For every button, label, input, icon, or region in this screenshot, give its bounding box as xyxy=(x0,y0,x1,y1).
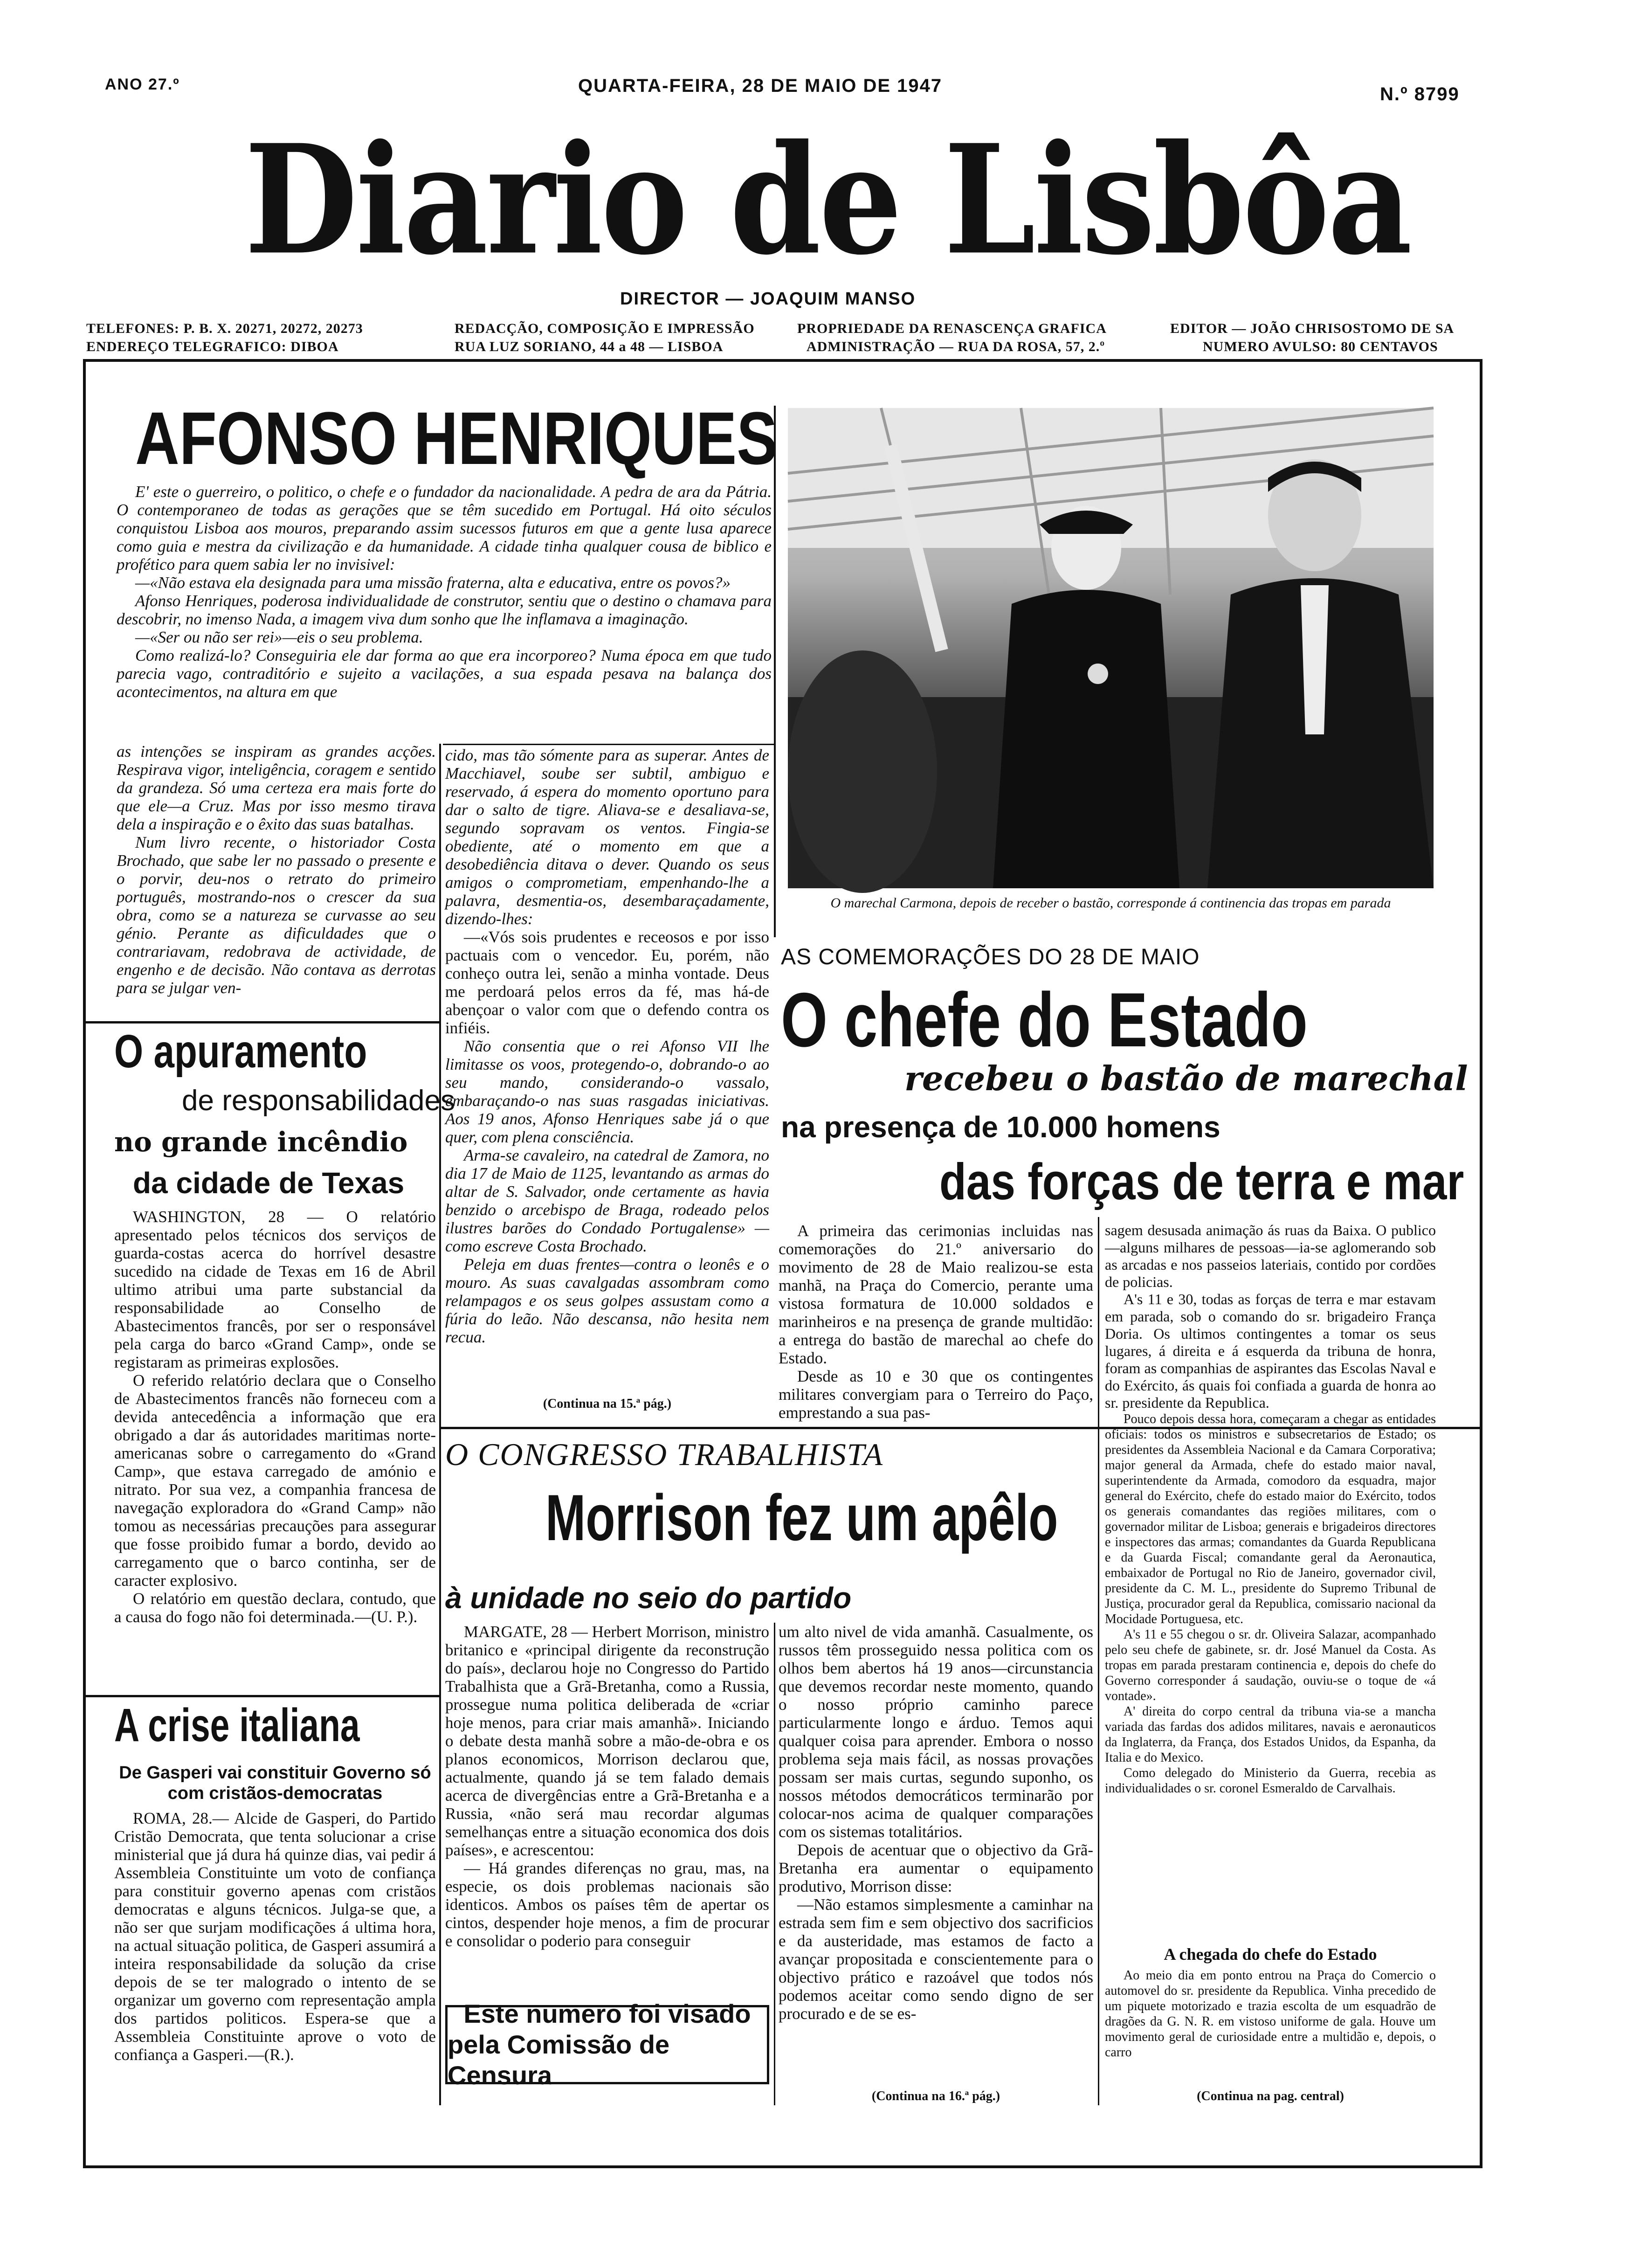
congresso-sub: à unidade no seio do partido xyxy=(445,1581,852,1615)
estado-col2-p2: A's 11 e 30, todas as forças de terra e mar estavam em parada, sob o comando do sr. brigadeiro França Doria. Os ultimos contingentes a tomar os seus lugares, á direita e á esquerda da tribuna de honra, foram as companhias de aspirantes das Escolas Naval e do Exército, ás quais foi confiada a guarda de honra ao sr. presidente da Republica. xyxy=(1105,1291,1436,1411)
estado-chegada-sub: A chegada do chefe do Estado xyxy=(1164,1945,1377,1964)
estado-col2 xyxy=(1105,1222,1436,1942)
endereco: ENDEREÇO TELEGRAFICO: DIBOA xyxy=(86,339,339,354)
column-rule xyxy=(774,406,776,937)
congresso-col2-p1: um alto nivel de vida amanhã. Casualmente, os russos têm prosseguido nessa politica com os olhos bem abertos há 19 anos—circunstancia que devemos recordar neste momento, quando o nosso próprio caminho parece particularmente longo e árduo. Temos aqui qualquer coisa para aprender. Embora o nosso problema seja mais fácil, as nossas provações possam ser mais curtas, segundo suponho, os nossos métodos democráticos terminarão por colocar-nos acima de qualquer comparações com os sistemas totalitários. xyxy=(779,1623,1093,1841)
director-line: DIRECTOR — JOAQUIM MANSO xyxy=(620,289,916,309)
administracao: ADMINISTRAÇÃO — RUA DA ROSA, 57, 2.º xyxy=(807,339,1105,354)
afonso-col1 xyxy=(117,742,436,1008)
crise-body xyxy=(114,1809,436,2108)
apuramento-h1: O apuramento xyxy=(114,1025,367,1078)
afonso-quote2: —«Ser ou não ser rei»—eis o seu problema. xyxy=(135,628,423,646)
propriedade: PROPRIEDADE DA RENASCENÇA GRAFICA xyxy=(797,321,1107,336)
congresso-continua: (Continua na 16.ª pág.) xyxy=(871,2089,1000,2103)
afonso-p2: Afonso Henriques, poderosa individualidade de construtor, sentiu que o destino o chamava para descobrir, no imenso Nada, a imagem viva dum sonho que lhe inflamava a imaginação. xyxy=(117,592,772,628)
apuramento-h4: da cidade de Texas xyxy=(133,1166,405,1200)
afonso-col2-p5: Peleja em duas frentes—contra o leonês e o mouro. As suas cavalgadas assombram como relampagos e os seus golpes assustam como a fúria do leão. Não descansa, não hesita nem recua. xyxy=(445,1255,769,1346)
newspaper-title: Diario de Lisbôa xyxy=(244,112,1411,289)
column-rule xyxy=(1098,1217,1099,2105)
apuramento-h2: de responsabilidades xyxy=(182,1085,455,1117)
apuramento-body xyxy=(114,1208,436,1693)
censura-line1: Este numero foi visado xyxy=(463,1999,751,2028)
telefones: TELEFONES: P. B. X. 20271, 20272, 20273 xyxy=(86,321,363,336)
afonso-headline: AFONSO HENRIQUES xyxy=(135,396,778,480)
photo-illustration xyxy=(788,408,1434,888)
congresso-col2-p2: Depois de acentuar que o objectivo da Grã-Bretanha era aumentar o equipamento produtivo, Morrison disse: xyxy=(779,1841,1093,1895)
afonso-col1-p1: as intenções se inspiram as grandes acções. Respirava vigor, inteligência, coragem e sentido da grandeza. Só uma certeza era mais forte do que ele—a Cruz. Mas por isso mesmo tirava dela a inspiração e o êxito das suas batalhas. xyxy=(117,742,436,833)
congresso-col2-p3: —Não estamos simplesmente a caminhar na estrada sem fim e sem objectivo dos sacrificios e da austeridade, mas estamos de facto a avançar propositada e conscientemente para o objectivo prático e razoável que todos nós podemos aceitar como sendo digno de ser procurado e de se es- xyxy=(779,1895,1093,2023)
estado-kicker: AS COMEMORAÇÕES DO 28 DE MAIO xyxy=(781,945,1200,969)
estado-col2-p6: Como delegado do Ministerio da Guerra, recebia as individualidades o sr. coronel Esmeraldo de Carvalhais. xyxy=(1105,1766,1436,1796)
apuramento-p1: WASHINGTON, 28 — O relatório apresentado pelos técnicos dos serviços de guarda-costas acerca do horrível desastre sucedido na cidade de Texas em 16 de Abril ultimo atribui uma parte substancial da responsabilidade ao Conselho de Abastecimentos francês, por ser o responsável pela carga do barco «Grand Camp», onde se registaram as primeiras explosões. xyxy=(114,1208,436,1371)
apuramento-p2: O referido relatório declara que o Conselho de Abastecimentos francês não forneceu com a devida antecedência a informação que era obrigado a dar ás autoridades maritimas norte-americanas sobre o carregamento do «Grand Camp», que estava carregado de amónio e nitrato. Por sua vez, a companhia francesa de navegação exploradora do «Grand Camp» não tomou as necessárias precauções para assegurar que fosse proibido fumar a bordo, devido ao carregamento que o barco continha, ser de caracter explosivo. xyxy=(114,1371,436,1590)
afonso-col2-p3: Não consentia que o rei Afonso VII lhe limitasse os voos, protegendo-o, dobrando-o ao seu mando, considerando-o vassalo, embaraçando-o nas suas rasgadas iniciativas. Aos 19 anos, Afonso Henriques sabe já o que quer, com plena consciência. xyxy=(445,1037,769,1146)
redaccao: REDACÇÃO, COMPOSIÇÃO E IMPRESSÃO xyxy=(455,321,755,336)
issue-year: ANO 27.º xyxy=(105,76,180,93)
issue-date: QUARTA-FEIRA, 28 DE MAIO DE 1947 xyxy=(578,76,943,96)
afonso-continua: (Continua na 15.ª pág.) xyxy=(543,1397,672,1411)
estado-col2-end xyxy=(1105,1968,1436,2087)
estado-sub3: das forças de terra e mar xyxy=(939,1153,1464,1210)
crise-p1: ROMA, 28.— Alcide de Gasperi, do Partido Cristão Democrata, que tenta solucionar a crise ministerial que já dura há quinze dias, vai pedir á Assembleia Constituinte um voto de confiança para constituir governo apenas com cristãos democratas e alguns técnicos. Julga-se que, a não ser que surjam modificações á ultima hora, na actual situação politica, de Gasperi assumirá a inteira responsabilidade da solução da crise depois de se ter malogrado o intento de se organizar um governo com representação ampla dos partidos politicos. Espera-se que a Assembleia Constituinte aprove o voto de confiança a Gasperi.—(R.). xyxy=(114,1809,436,2064)
estado-sub1: recebeu o bastão de marechal xyxy=(904,1058,1468,1098)
issue-number: N.º 8799 xyxy=(1380,84,1460,104)
censura-box xyxy=(445,1999,769,2090)
afonso-col2-p1: cido, mas tão sómente para as superar. Antes de Macchiavel, soube ser subtil, ambiguo e reservado, á espera do momento oportuno para dar o salto de tigre. Aliava-se e desaliava-se, segundo sopravam os ventos. Fingia-se obediente, até o momento em que a desobediência ditava o dever. Quando os seus amigos o comprometiam, empenhando-lhe a palavra, desmentia-os, desembaraçadamente, dizendo-lhes: xyxy=(445,746,769,928)
column-rule xyxy=(439,744,441,2105)
estado-col1-p1: A primeira das cerimonias incluidas nas comemorações do 21.º aniversario do movimento de 28 de Maio realizou-se esta manhã, na Praça do Comercio, perante uma vistosa formatura de 10.000 soldados e marinheiros e na presença de grande multidão: a entrega do bastão de marechal ao chefe do Estado. xyxy=(779,1222,1093,1367)
estado-col2-p7: Ao meio dia em ponto entrou na Praça do Comercio o automovel do sr. presidente da Republica. Vinha precedido de um piquete motorizado e trazia escolta de um esquadrão de dragões da G. N. R. em vistoso uniforme de gala. Houve um movimento geral de curiosidade entre a multidão e, depois, o carro xyxy=(1105,1968,1436,2060)
photo-marechal-carmona xyxy=(788,408,1434,888)
estado-col2-p4: A's 11 e 55 chegou o sr. dr. Oliveira Salazar, acompanhado pelo seu chefe de gabinete, sr. dr. José Manuel da Costa. As tropas em parada prestaram continencia e, depois do chefe do Governo corresponder á saudação, ouviu-se o toque de «á vontade». xyxy=(1105,1627,1436,1703)
rua: RUA LUZ SORIANO, 44 a 48 — LISBOA xyxy=(455,339,724,354)
afonso-col2-p4: Arma-se cavaleiro, na catedral de Zamora, no dia 17 de Maio de 1125, levantando as armas do altar de S. Salvador, onde certamente as havia benzido o arcebispo de Braga, rodeado pelos ilustres barões do Condado Portugalense» — como escreve Costa Brochado. xyxy=(445,1146,769,1255)
congresso-col1-p1: MARGATE, 28 — Herbert Morrison, ministro britanico e «principal dirigente da reconstrução do país», declarou hoje no Congresso do Partido Trabalhista que a Grã-Bretanha, como a Russia, prossegue numa politica deliberada de «criar hoje menos, para criar mais amanhã». Iniciando o debate desta manhã sobre a mão-de-obra e os planos economicos, Morrison declarou que, actualmente, quando já se tem falado demais acerca de divergências entre a Grã-Bretanha e a Russia, «não será mau recordar algumas semelhanças entre a situação economica dos dois países», e acrescentou: xyxy=(445,1623,769,1859)
apuramento-p3: O relatório em questão declara, contudo, que a causa do fogo não foi determinada.—(U. P.). xyxy=(114,1590,436,1626)
estado-col1-p2: Desde as 10 e 30 que os contingentes militares convergiam para o Terreiro do Paço, emprestando a sua pas- xyxy=(779,1367,1093,1422)
afonso-intro xyxy=(117,483,772,741)
congresso-col1-p2: — Há grandes diferenças no grau, mas, na especie, os dois problemas nacionais são identicos. Ambos os países têm de apertar os cintos, despender hoje menos, a fim de procurar e consolidar o poderio para conseguir xyxy=(445,1859,769,1950)
crise-h2: De Gasperi vai constituir Governo só com cristãos-democratas xyxy=(119,1763,431,1803)
censura-line2: pela Comissão de Censura xyxy=(448,2030,670,2090)
estado-continua: (Continua na pag. central) xyxy=(1197,2089,1344,2103)
estado-headline: O chefe do Estado xyxy=(781,977,1308,1063)
avulso: NUMERO AVULSO: 80 CENTAVOS xyxy=(1203,339,1438,354)
congresso-kicker: O CONGRESSO TRABALHISTA xyxy=(445,1437,884,1472)
afonso-intro-p1: E' este o guerreiro, o politico, o chefe e o fundador da nacionalidade. A pedra de ara da Pátria. O contemporaneo de todas as gerações que se têm sucedido em Portugal. Há oito séculos conquistou Lisboa aos mouros, preparando assim sucessos futuros em que a gente lusa aparece como guia e mestra da civilização e da humanidade. A cidade tinha qualquer cousa de biblico e profético para quem sabia ler no invisivel: xyxy=(117,483,772,574)
estado-col2-p3: Pouco depois dessa hora, começaram a chegar as entidades oficiais: todos os ministros e subsecretarios de Estado; os presidentes da Assembleia Nacional e da Camara Corporativa; major general da Armada, chefe do estado maior naval, superintendente da Armada, comodoro da esquadra, major general do Exército, chefe do estado maior do Exército, todos os generais comandantes das regiões militares, com o governador militar de Lisboa; generais e brigadeiros directores e inspectores das armas; comandantes da Guarda Republicana e da Guarda Fiscal; comandante geral da Aeronautica, embaixador de Portugal no Rio de Janeiro, governador civil, presidente da C. M. L., presidente do Supremo Tribunal de Justiça, procurador geral da Republica, comissario nacional da Mocidade Portuguesa, etc. xyxy=(1105,1412,1436,1626)
section-rule xyxy=(86,1695,440,1697)
afonso-quote1: —«Não estava ela designada para uma missão fraterna, alta e educativa, entre os povos?» xyxy=(135,574,731,592)
afonso-col2-quote: —«Vós sois prudentes e receosos e por isso pactuais com o vencedor. Eu, porém, não conheço outra lei, senão a minha vontade. Deus me perdoará pelos erros da fé, mas há-de abençoar o valor com que o defendo contra os infiéis. xyxy=(445,928,769,1037)
column-rule xyxy=(774,1623,775,2105)
column-rule xyxy=(443,744,775,745)
editor: EDITOR — JOÃO CHRISOSTOMO DE SA xyxy=(1170,321,1455,336)
photo-caption: O marechal Carmona, depois de receber o bastão, corresponde á continencia das tropas em parada xyxy=(830,895,1391,911)
estado-col1 xyxy=(779,1222,1093,1422)
congresso-col1 xyxy=(445,1623,769,1950)
afonso-p3: Como realizá-lo? Conseguiria ele dar forma ao que era incorporeo? Numa época em que tudo parecia vago, contraditório e sujeito a vacilações, a sua espada pesava na balança dos acontecimentos, na altura em que xyxy=(117,646,772,701)
apuramento-h3: no grande incêndio xyxy=(114,1126,408,1158)
estado-sub2: na presença de 10.000 homens xyxy=(781,1110,1220,1144)
afonso-col1-p2: Num livro recente, o historiador Costa Brochado, que sabe ler no passado o presente e o porvir, deu-nos o retrato do primeiro português, mostrando-nos o crescer da sua obra, como se a natureza se curvasse ao seu génio. Perante as dificuldades que o contrariavam, redobrava de actividade, de engenho e de decisão. Não contava as derrotas para se julgar ven- xyxy=(117,833,436,997)
congresso-headline: Morrison fez um apêlo xyxy=(545,1481,1058,1554)
estado-col2-p1: sagem desusada animação ás ruas da Baixa. O publico—alguns milhares de pessoas—ia-se aglomerando sob as arcadas e nos passeios lateriais, contido por cordões de policias. xyxy=(1105,1222,1436,1290)
afonso-col2 xyxy=(445,746,769,1383)
estado-col2-p5: A' direita do corpo central da tribuna via-se a mancha variada das fardas dos adidos militares, navais e aeronauticos da Inglaterra, da França, dos Estados Unidos, da Espanha, da Italia e do Mexico. xyxy=(1105,1704,1436,1765)
crise-h1: A crise italiana xyxy=(114,1699,360,1751)
congresso-col2 xyxy=(779,1623,1093,2084)
section-rule xyxy=(86,1021,440,1023)
